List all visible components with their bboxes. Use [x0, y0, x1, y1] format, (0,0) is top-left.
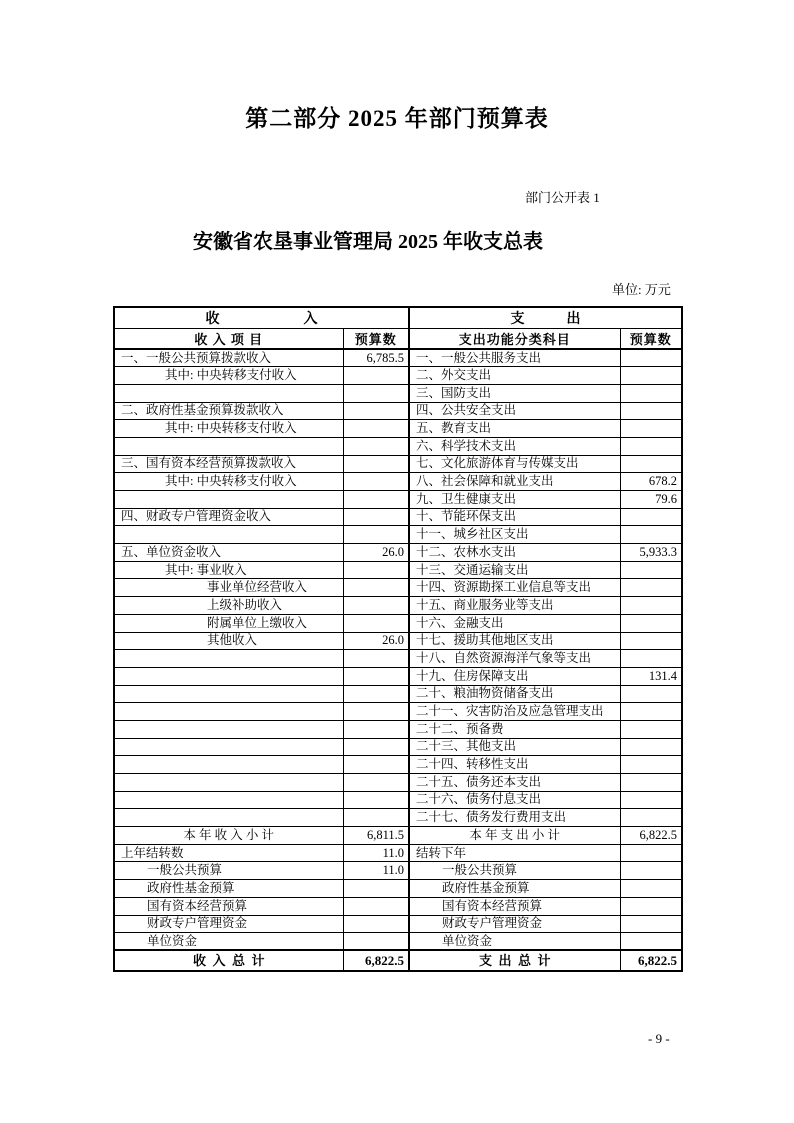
- expense-budget-cell: [620, 809, 682, 827]
- expense-item-cell: 十六、金融支出: [409, 614, 620, 632]
- expense-item-cell: 十七、援助其他地区支出: [409, 632, 620, 650]
- expense-item-cell: 十二、农林水支出: [409, 544, 620, 562]
- income-budget-cell: 26.0: [343, 632, 409, 650]
- table-row: [114, 561, 682, 579]
- expense-item-column-header: 支出功能分类科目: [409, 329, 620, 350]
- expense-item-cell: 十九、住房保障支出: [409, 667, 620, 685]
- expense-budget-cell: 79.6: [620, 491, 682, 509]
- table-row: [114, 491, 682, 509]
- expense-budget-cell: [620, 933, 682, 951]
- table-row: [114, 915, 682, 933]
- expense-budget-cell: [620, 844, 682, 862]
- table-label: 部门公开表 1: [525, 190, 600, 205]
- income-item-cell: 五、单位资金收入: [114, 544, 343, 562]
- table-row: [114, 508, 682, 526]
- income-item-cell: 其他收入: [114, 632, 343, 650]
- table-row: [114, 437, 682, 455]
- income-budget-cell: [343, 650, 409, 668]
- table-title: 安徽省农垦事业管理局 2025 年收支总表: [193, 231, 543, 253]
- expense-item-cell: 支 出 总 计: [409, 950, 620, 971]
- income-item-cell: 一、一般公共预算拨款收入: [114, 349, 343, 367]
- table-row: [114, 367, 682, 385]
- expense-item-cell: 一、一般公共服务支出: [409, 349, 620, 367]
- income-budget-cell: [343, 685, 409, 703]
- income-budget-cell: [343, 526, 409, 544]
- income-budget-cell: [343, 720, 409, 738]
- expense-budget-cell: [620, 897, 682, 915]
- income-item-cell: 上年结转数: [114, 844, 343, 862]
- expense-budget-cell: 6,822.5: [620, 827, 682, 845]
- expense-budget-column-header: 预算数: [620, 329, 682, 350]
- table-row: [114, 880, 682, 898]
- group-header-row: [114, 307, 682, 329]
- expense-item-cell: 本 年 支 出 小 计: [409, 827, 620, 845]
- expense-budget-cell: [620, 650, 682, 668]
- table-row: [114, 703, 682, 721]
- income-budget-cell: [343, 420, 409, 438]
- table-row: [114, 685, 682, 703]
- income-budget-cell: [343, 437, 409, 455]
- income-item-cell: 单位资金: [114, 933, 343, 951]
- expense-budget-cell: [620, 703, 682, 721]
- expense-item-cell: 政府性基金预算: [409, 880, 620, 898]
- income-budget-cell: [343, 491, 409, 509]
- expense-budget-cell: [620, 437, 682, 455]
- income-item-cell: [114, 809, 343, 827]
- income-budget-cell: [343, 561, 409, 579]
- income-item-cell: 本 年 收 入 小 计: [114, 827, 343, 845]
- income-item-cell: 收 入 总 计: [114, 950, 343, 971]
- income-item-cell: 事业单位经营收入: [114, 579, 343, 597]
- income-item-cell: 国有资本经营预算: [114, 897, 343, 915]
- budget-table-body: [114, 349, 682, 971]
- income-item-cell: [114, 437, 343, 455]
- expense-item-cell: 二十六、债务付息支出: [409, 791, 620, 809]
- expense-budget-cell: 6,822.5: [620, 950, 682, 971]
- table-row: [114, 349, 682, 367]
- income-budget-cell: [343, 367, 409, 385]
- income-budget-cell: [343, 933, 409, 951]
- income-budget-cell: [343, 791, 409, 809]
- section-title: 第二部分 2025 年部门预算表: [245, 106, 549, 131]
- income-item-cell: [114, 791, 343, 809]
- expense-budget-cell: [620, 756, 682, 774]
- unit-note: 单位: 万元: [612, 282, 671, 297]
- income-item-cell: [114, 491, 343, 509]
- expense-item-cell: 十三、交通运输支出: [409, 561, 620, 579]
- expense-budget-cell: [620, 508, 682, 526]
- income-budget-cell: [343, 473, 409, 491]
- income-item-cell: 其中: 中央转移支付收入: [114, 367, 343, 385]
- income-budget-cell: 6,785.5: [343, 349, 409, 367]
- income-item-cell: [114, 756, 343, 774]
- expense-item-cell: 二十七、债务发行费用支出: [409, 809, 620, 827]
- income-item-cell: [114, 703, 343, 721]
- expense-item-cell: 二十五、债务还本支出: [409, 774, 620, 792]
- expense-item-cell: 一般公共预算: [409, 862, 620, 880]
- expense-budget-cell: [620, 915, 682, 933]
- income-budget-cell: [343, 508, 409, 526]
- expense-budget-cell: 5,933.3: [620, 544, 682, 562]
- table-row: [114, 597, 682, 615]
- expense-budget-cell: 678.2: [620, 473, 682, 491]
- expense-item-cell: 二十三、其他支出: [409, 738, 620, 756]
- income-budget-cell: [343, 384, 409, 402]
- income-item-cell: 四、财政专户管理资金收入: [114, 508, 343, 526]
- expense-item-cell: 十八、自然资源海洋气象等支出: [409, 650, 620, 668]
- expense-item-cell: 单位资金: [409, 933, 620, 951]
- expense-item-cell: 二十、粮油物资储备支出: [409, 685, 620, 703]
- expense-item-cell: 二十一、灾害防治及应急管理支出: [409, 703, 620, 721]
- expense-item-cell: 结转下年: [409, 844, 620, 862]
- income-budget-cell: [343, 703, 409, 721]
- table-row: [114, 384, 682, 402]
- expense-budget-cell: [620, 597, 682, 615]
- income-item-cell: [114, 650, 343, 668]
- income-budget-cell: [343, 897, 409, 915]
- income-budget-cell: [343, 667, 409, 685]
- table-row: [114, 473, 682, 491]
- table-row: [114, 827, 682, 845]
- expense-budget-cell: [620, 561, 682, 579]
- income-budget-cell: 26.0: [343, 544, 409, 562]
- income-item-cell: [114, 667, 343, 685]
- expense-budget-cell: [620, 420, 682, 438]
- income-item-cell: 一般公共预算: [114, 862, 343, 880]
- expense-budget-cell: [620, 738, 682, 756]
- budget-table: [113, 306, 683, 972]
- income-budget-cell: 6,811.5: [343, 827, 409, 845]
- table-row: [114, 579, 682, 597]
- expense-item-cell: 六、科学技术支出: [409, 437, 620, 455]
- expense-item-cell: 国有资本经营预算: [409, 897, 620, 915]
- income-item-cell: 附属单位上缴收入: [114, 614, 343, 632]
- table-row: [114, 844, 682, 862]
- expense-budget-cell: [620, 720, 682, 738]
- table-row: [114, 756, 682, 774]
- expense-budget-cell: [620, 402, 682, 420]
- income-item-cell: 其中: 中央转移支付收入: [114, 420, 343, 438]
- table-row: [114, 420, 682, 438]
- expense-budget-cell: [620, 880, 682, 898]
- table-row: [114, 950, 682, 971]
- income-item-cell: [114, 774, 343, 792]
- expense-item-cell: 二十四、转移性支出: [409, 756, 620, 774]
- income-budget-cell: 11.0: [343, 844, 409, 862]
- table-row: [114, 526, 682, 544]
- table-row: [114, 720, 682, 738]
- income-budget-cell: [343, 756, 409, 774]
- table-row: [114, 544, 682, 562]
- table-row: [114, 667, 682, 685]
- income-budget-cell: [343, 597, 409, 615]
- expense-budget-cell: 131.4: [620, 667, 682, 685]
- expense-item-cell: 十一、城乡社区支出: [409, 526, 620, 544]
- table-row: [114, 738, 682, 756]
- income-budget-cell: 11.0: [343, 862, 409, 880]
- expense-item-cell: 三、国防支出: [409, 384, 620, 402]
- income-item-cell: [114, 685, 343, 703]
- expense-item-cell: 四、公共安全支出: [409, 402, 620, 420]
- expense-item-cell: 五、教育支出: [409, 420, 620, 438]
- expense-budget-cell: [620, 526, 682, 544]
- expense-budget-cell: [620, 791, 682, 809]
- income-budget-cell: [343, 880, 409, 898]
- income-budget-cell: [343, 738, 409, 756]
- table-row: [114, 933, 682, 951]
- table-row: [114, 650, 682, 668]
- income-item-cell: 财政专户管理资金: [114, 915, 343, 933]
- income-item-cell: 三、国有资本经营预算拨款收入: [114, 455, 343, 473]
- expense-item-cell: 二十二、预备费: [409, 720, 620, 738]
- income-budget-column-header: 预算数: [343, 329, 409, 350]
- table-row: [114, 774, 682, 792]
- table-row: [114, 809, 682, 827]
- expense-item-cell: 九、卫生健康支出: [409, 491, 620, 509]
- expense-item-cell: 七、文化旅游体育与传媒支出: [409, 455, 620, 473]
- expense-item-cell: 财政专户管理资金: [409, 915, 620, 933]
- income-item-cell: [114, 720, 343, 738]
- table-row: [114, 862, 682, 880]
- income-item-cell: [114, 526, 343, 544]
- table-row: [114, 897, 682, 915]
- income-item-cell: 二、政府性基金预算拨款收入: [114, 402, 343, 420]
- income-item-column-header: 收 入 项 目: [114, 329, 343, 350]
- income-budget-cell: [343, 915, 409, 933]
- expense-budget-cell: [620, 384, 682, 402]
- income-budget-cell: [343, 579, 409, 597]
- income-budget-cell: [343, 809, 409, 827]
- table-row: [114, 614, 682, 632]
- table-row: [114, 632, 682, 650]
- table-row: [114, 455, 682, 473]
- expense-budget-cell: [620, 614, 682, 632]
- income-budget-cell: 6,822.5: [343, 950, 409, 971]
- income-item-cell: 其中: 事业收入: [114, 561, 343, 579]
- income-budget-cell: [343, 614, 409, 632]
- expense-group-header: 支 出: [409, 307, 682, 329]
- expense-item-cell: 八、社会保障和就业支出: [409, 473, 620, 491]
- income-item-cell: 政府性基金预算: [114, 880, 343, 898]
- income-item-cell: [114, 738, 343, 756]
- table-row: [114, 402, 682, 420]
- expense-item-cell: 二、外交支出: [409, 367, 620, 385]
- column-header-row: [114, 329, 682, 350]
- income-budget-cell: [343, 402, 409, 420]
- page-number: - 9 -: [648, 1031, 670, 1046]
- income-item-cell: 其中: 中央转移支付收入: [114, 473, 343, 491]
- expense-budget-cell: [620, 632, 682, 650]
- income-item-cell: 上级补助收入: [114, 597, 343, 615]
- expense-budget-cell: [620, 367, 682, 385]
- table-row: [114, 791, 682, 809]
- income-item-cell: [114, 384, 343, 402]
- expense-budget-cell: [620, 349, 682, 367]
- income-group-header: 收 入: [114, 307, 409, 329]
- expense-item-cell: 十五、商业服务业等支出: [409, 597, 620, 615]
- expense-item-cell: 十、节能环保支出: [409, 508, 620, 526]
- income-budget-cell: [343, 455, 409, 473]
- expense-budget-cell: [620, 774, 682, 792]
- income-budget-cell: [343, 774, 409, 792]
- expense-budget-cell: [620, 685, 682, 703]
- expense-budget-cell: [620, 455, 682, 473]
- expense-item-cell: 十四、资源勘探工业信息等支出: [409, 579, 620, 597]
- expense-budget-cell: [620, 579, 682, 597]
- expense-budget-cell: [620, 862, 682, 880]
